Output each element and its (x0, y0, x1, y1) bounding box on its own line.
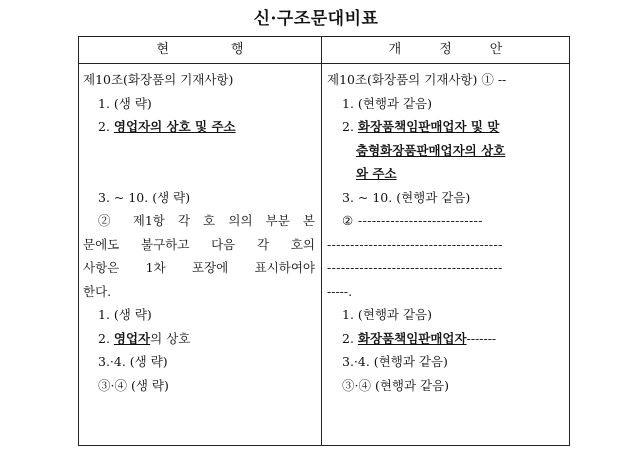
revised-sub-3: 3.·4. (현행과 같음) (342, 354, 448, 369)
current-para2-line3: 사항은 1차 포장에 표시하여야 (83, 260, 315, 275)
current-para3: ③·④ (생 략) (98, 377, 169, 393)
revised-sub-2: 2. 화장품책임판매업자------- (342, 330, 497, 346)
revised-para2-line2: -------------------------------------- (327, 236, 503, 252)
revised-item-2-line2: 춤형화장품판매업자의 상호 (356, 142, 506, 158)
revised-item-1: 1. (현행과 같음) (342, 95, 433, 111)
column-revised (322, 64, 569, 445)
revised-para2-line1: ② --------------------------- (342, 213, 483, 228)
current-sub-2: 2. 영업자의 상호 (98, 330, 191, 346)
revised-item-2-line3: 와 주소 (356, 166, 397, 181)
current-article: 제10조(화장품의 기재사항) (83, 72, 234, 87)
current-para2-line2: 문에도 불구하고 다음 각 호의 (83, 236, 315, 252)
current-para2-line1: ② 제1항 각 호 의의 부분 본 (98, 213, 315, 228)
revised-para2-line3: -------------------------------------- (327, 260, 503, 275)
revised-para3: ③·④ (현행과 같음) (342, 377, 450, 393)
current-item-1: 1. (생 략) (98, 95, 152, 111)
current-item-2: 2. 영업자의 상호 및 주소 (98, 119, 236, 134)
revised-article: 제10조(화장품의 기재사항) ① -- (327, 72, 507, 87)
spacer (83, 139, 315, 186)
revised-item-3: 3. ~ 10. (현행과 같음) (342, 189, 471, 205)
page-title: 신·구조문대비표 (253, 9, 379, 29)
header-revised: 개정안 (388, 42, 541, 57)
revised-para2-line4: -----. (327, 283, 353, 299)
current-item-3: 3. ~ 10. (생 략) (98, 189, 191, 205)
comparison-table (78, 36, 570, 446)
column-current (79, 64, 321, 445)
current-sub-3: 3.·4. (생 략) (98, 354, 168, 369)
revised-sub-1: 1. (현행과 같음) (342, 307, 433, 322)
current-para2-line4: 한다. (83, 283, 112, 299)
revised-item-2-line1: 2. 화장품책임판매업자 및 맞 (342, 119, 500, 134)
header-current: 현행 (156, 42, 306, 57)
current-sub-1: 1. (생 략) (98, 307, 152, 322)
